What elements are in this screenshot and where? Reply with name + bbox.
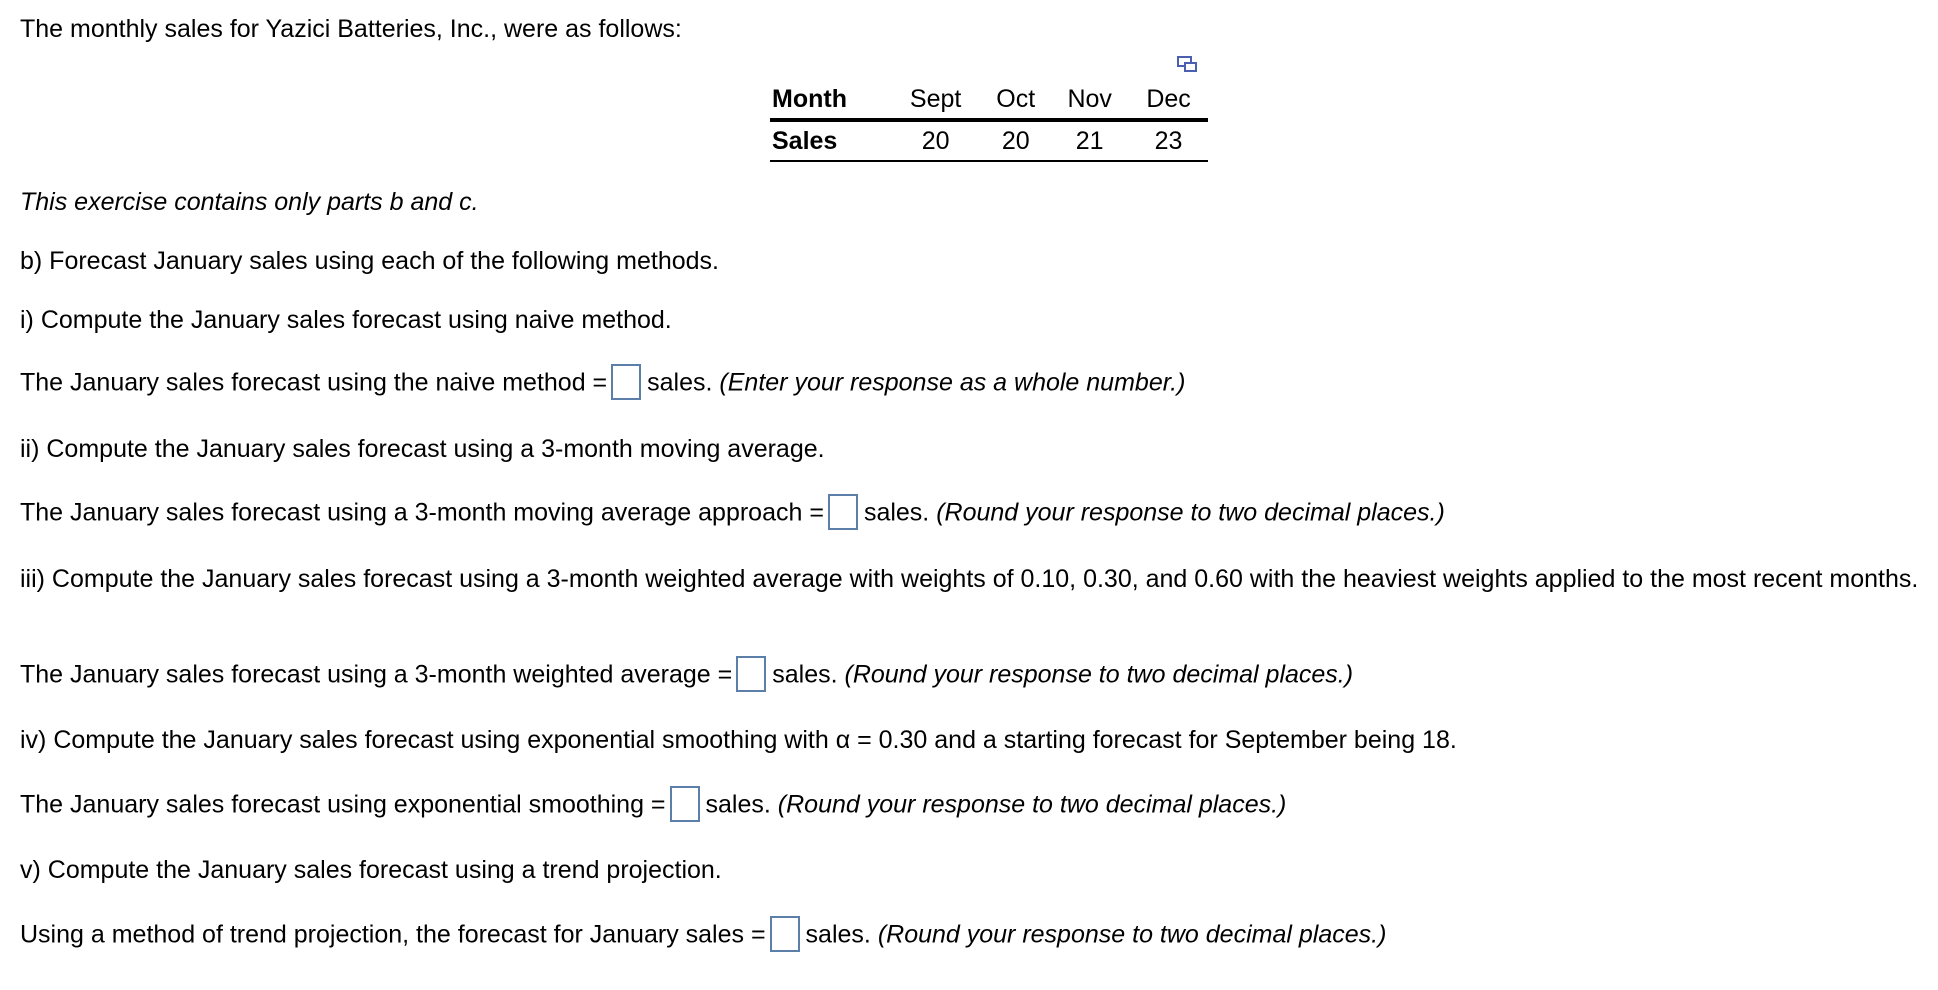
row-header-sales: Sales [770,120,890,161]
sales-cell: 20 [890,120,981,161]
answer-label: Using a method of trend projection, the forecast for January sales = [20,920,766,949]
answer-label: The January sales forecast using a 3-month weighted average = [20,660,733,689]
question-naive-prompt: i) Compute the January sales forecast using naive method. [20,306,672,334]
month-cell: Oct [981,80,1050,120]
moving-average-answer-input[interactable] [828,494,858,530]
trend-projection-answer-input[interactable] [770,916,800,952]
row-header-month: Month [770,80,890,120]
unit-label: sales. [647,368,713,397]
exponential-smoothing-answer-input[interactable] [670,786,700,822]
sales-table-container [770,80,1208,162]
hint-text: (Enter your response as a whole number.) [719,368,1186,397]
unit-label: sales. [863,498,930,527]
naive-answer-input[interactable] [611,364,641,400]
intro-text: The monthly sales for Yazici Batteries, Inc., were as follows: [20,15,682,43]
answer-row-exponential-smoothing [20,788,1286,824]
table-header-row [770,80,1208,120]
hint-text: (Round your response to two decimal places.) [844,660,1354,689]
month-cell: Nov [1050,80,1129,120]
sales-cell: 20 [981,120,1050,161]
question-exponential-smoothing-prompt: iv) Compute the January sales forecast using exponential smoothing with α = 0.30 and a starting forecast for September being 18. [20,726,1457,754]
unit-label: sales. [805,920,871,949]
answer-row-trend-projection [20,918,1386,954]
answer-label: The January sales forecast using a 3-month moving average approach = [20,498,824,527]
question-trend-projection-prompt: v) Compute the January sales forecast using a trend projection. [20,856,722,884]
hint-text: (Round your response to two decimal places.) [877,920,1387,949]
part-b-heading: b) Forecast January sales using each of the following methods. [20,247,719,275]
answer-row-naive [20,366,1185,402]
answer-label: The January sales forecast using the naive method = [20,368,608,397]
sales-table [770,80,1208,162]
expand-table-icon[interactable] [1176,55,1198,73]
exercise-note: This exercise contains only parts b and c. [20,188,479,216]
answer-row-moving-average [20,496,1445,532]
weighted-average-answer-input[interactable] [736,656,766,692]
answer-row-weighted-average [20,658,1353,694]
unit-label: sales. [772,660,838,689]
question-moving-average-prompt: ii) Compute the January sales forecast using a 3-month moving average. [20,435,825,463]
month-cell: Dec [1129,80,1208,120]
sales-cell: 23 [1129,120,1208,161]
month-cell: Sept [890,80,981,120]
question-weighted-average-prompt: iii) Compute the January sales forecast using a 3-month weighted average with weights of 0.10, 0.30, and 0.60 with the heaviest weights applied to the most recent months. [20,565,1919,593]
table-row [770,120,1208,161]
unit-label: sales. [705,790,771,819]
sales-cell: 21 [1050,120,1129,161]
hint-text: (Round your response to two decimal places.) [777,790,1287,819]
hint-text: (Round your response to two decimal places.) [936,498,1445,527]
answer-label: The January sales forecast using exponential smoothing = [20,790,666,819]
